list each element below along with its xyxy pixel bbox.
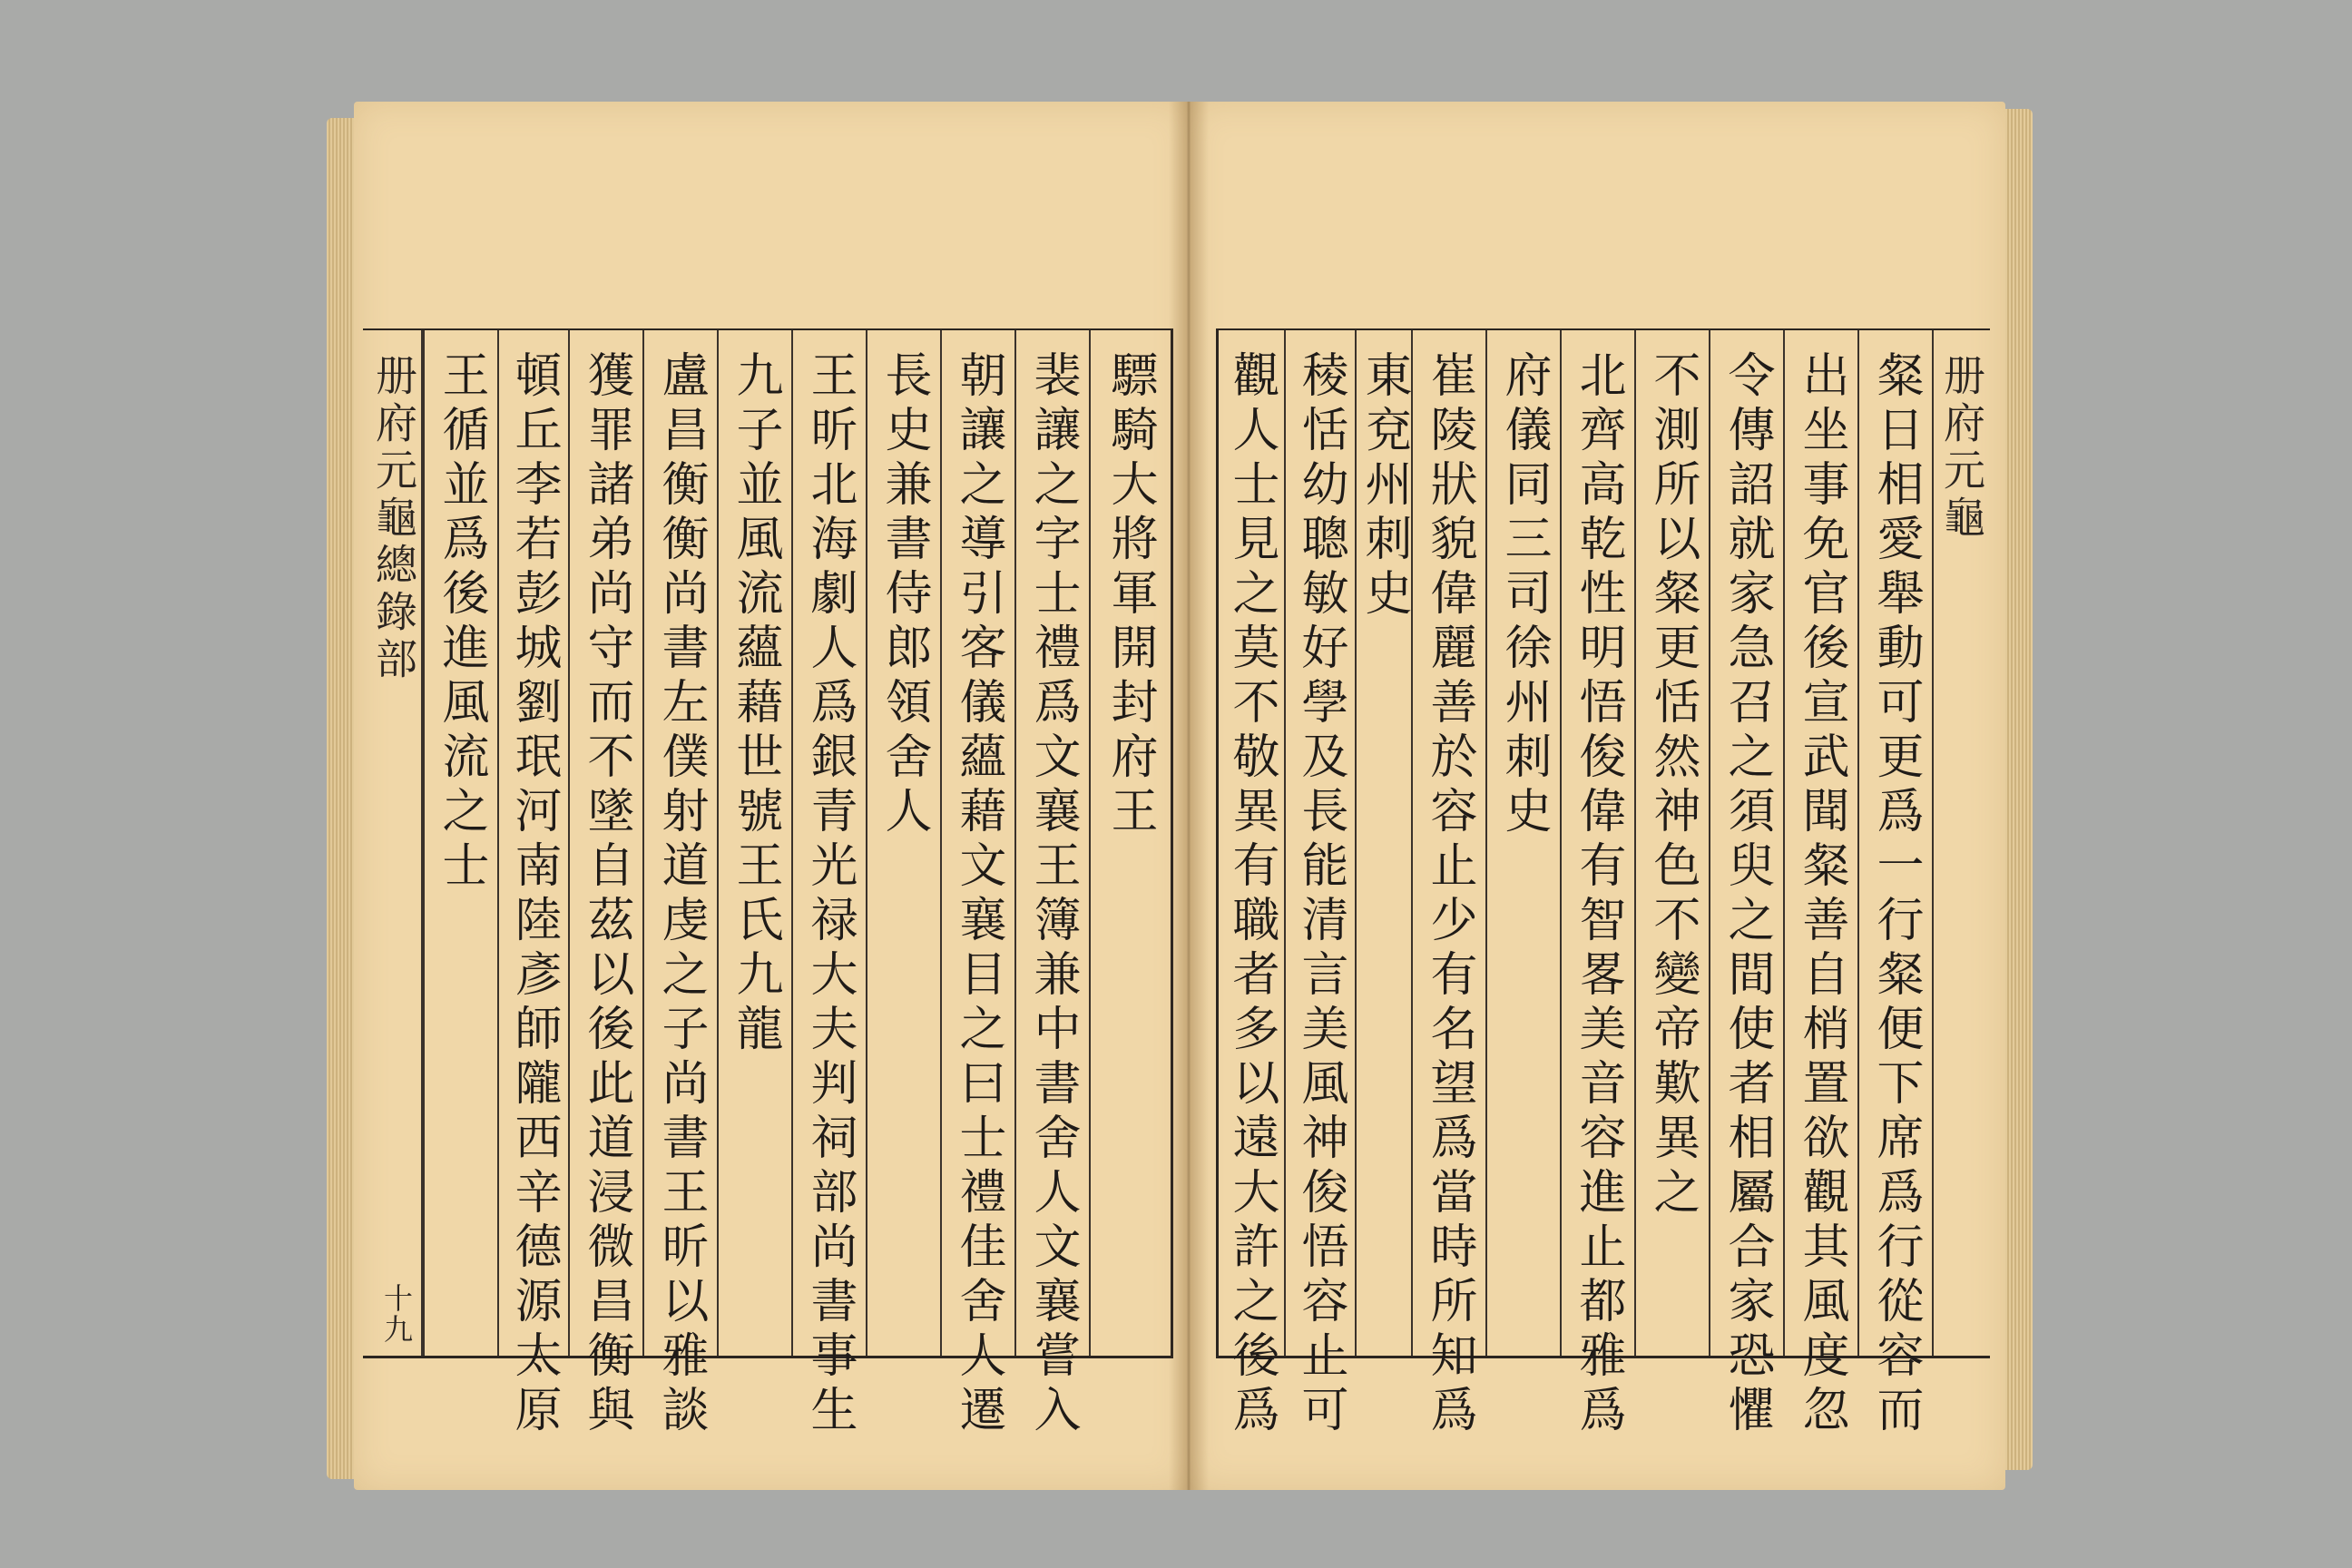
left-margin-title — [368, 330, 419, 1356]
open-book — [327, 91, 2033, 1515]
folio-number: 十九 — [379, 1283, 414, 1345]
text-column: 府儀同三司徐州刺史 — [1485, 330, 1560, 1356]
text-column: 長史兼書侍郎領舍人 — [866, 330, 940, 1356]
text-column: 王循並爲後進風流之士 — [423, 330, 497, 1356]
margin-title-text: 册府元龜總錄部 — [369, 354, 418, 684]
text-column: 王昕北海劇人爲銀青光禄大夫判祠部尚書事生 — [791, 330, 866, 1356]
text-column: 盧昌衡衡尚書左僕射道虔之子尚書王昕以雅談 — [642, 330, 717, 1356]
right-margin-title — [1936, 330, 1988, 1356]
text-column: 頓丘李若彭城劉珉河南陸彥師隴西辛德源太原 — [497, 330, 568, 1356]
text-column: 朝讓之導引客儀蘊藉文襄目之曰士禮佳舍人遷 — [940, 330, 1014, 1356]
book-gutter — [1169, 102, 1209, 1490]
right-text-frame — [1216, 328, 1990, 1439]
right-page — [1189, 102, 2005, 1490]
text-column: 出坐事免官後宣武聞粲善自梢置欲觀其風度忽 — [1783, 330, 1857, 1356]
text-column: 不測所以粲更恬然神色不變帝歎異之 — [1634, 330, 1709, 1356]
text-column: 觀人士見之莫不敬異有職者多以遠大許之後爲 — [1224, 350, 1279, 1439]
text-column: 崔陵狀貌偉麗善於容止少有名望爲當時所知爲 — [1411, 330, 1485, 1356]
left-page — [354, 102, 1189, 1490]
text-column: 獲罪諸弟尚守而不墜自茲以後此道浸微昌衡與 — [568, 330, 642, 1356]
margin-rule — [1932, 330, 1934, 1356]
text-column: 驃騎大將軍開封府王 — [1089, 330, 1169, 1356]
text-column: 稜恬幼聰敏好學及長能清言美風神俊悟容止可 — [1284, 330, 1355, 1356]
text-column: 北齊高乾性明悟俊偉有智畧美音容進止都雅爲 — [1560, 330, 1634, 1356]
text-column: 令傳詔就家急召之須臾之間使者相屬合家恐懼 — [1709, 330, 1783, 1356]
text-column: 九子並風流蘊藉世號王氏九龍 — [717, 330, 791, 1356]
margin-title-text: 册府元龜 — [1937, 354, 1986, 543]
text-column: 粲日相愛舉動可更爲一行粲便下席爲行從容而 — [1857, 330, 1932, 1356]
text-column: 裴讓之字士禮爲文襄王簿兼中書舍人文襄嘗入 — [1014, 330, 1089, 1356]
text-column: 東兗州刺史 — [1355, 330, 1411, 1356]
left-text-frame — [363, 328, 1173, 1439]
